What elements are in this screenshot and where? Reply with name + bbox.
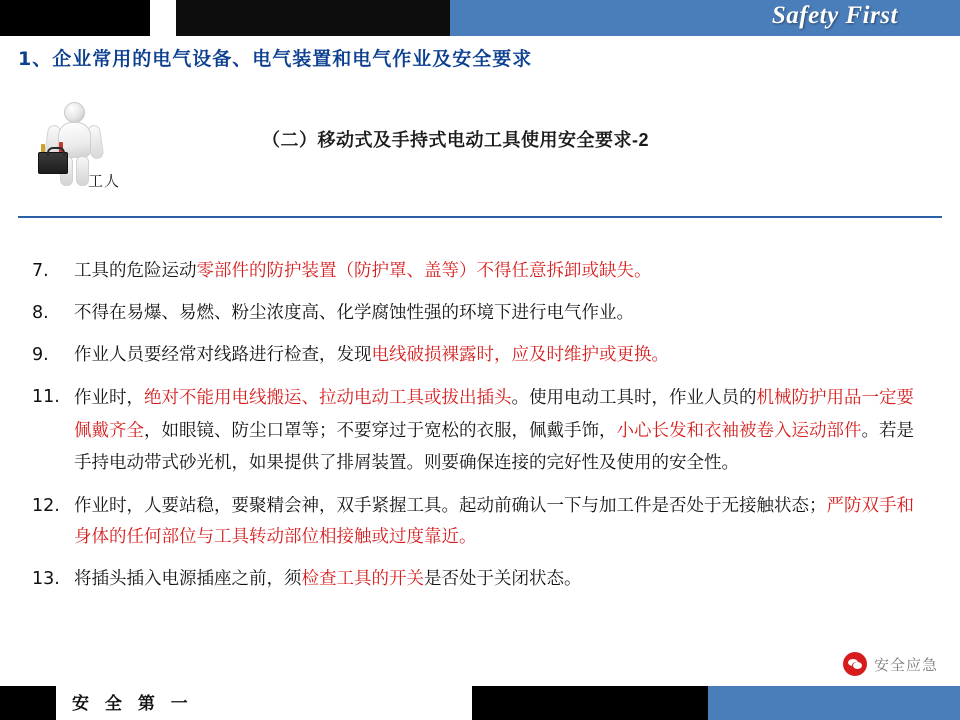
list-item (32, 298, 930, 328)
text-segment: 作业人员要经常对线路进行检查，发现 (74, 345, 372, 366)
list-item-text (74, 340, 930, 370)
list-item-number: 9. (32, 345, 49, 366)
text-segment: 不得在易爆、易燃、粉尘浓度高、化学腐蚀性强的环境下进行电气作业。 (74, 303, 634, 324)
text-segment: 检查工具的开关 (301, 568, 424, 589)
list-item-number: 13. (32, 568, 60, 589)
top-banner-black-block-left (0, 0, 150, 36)
list-item (32, 491, 930, 551)
text-segment: 。若是手持电动带式砂光机，如果提供了排屑装置。则要确保连接的完好性及使用的安全性。 (74, 420, 914, 474)
list-item-number: 11. (32, 387, 60, 408)
text-segment: 绝对不能用电线搬运、拉动电动工具或拔出插头 (144, 388, 512, 409)
list-item-text (74, 491, 930, 551)
toolbox-icon (38, 152, 68, 174)
text-segment: 作业时，人要站稳，要聚精会神，双手紧握工具。起动前确认一下与加工件是否处于无接触状态； (74, 496, 827, 517)
footer-left-label: 安 全 第 一 (72, 694, 193, 714)
wechat-official-account-icon (843, 652, 867, 676)
watermark-label: 安全应急 (873, 656, 938, 674)
list-item-number: 7. (32, 261, 49, 281)
text-segment: 作业时， (74, 388, 144, 409)
list-item-text (74, 256, 930, 286)
content-list (32, 256, 930, 606)
safety-first-title: Safety First (771, 2, 898, 29)
list-item (32, 256, 930, 286)
bottom-black-block-mid (472, 686, 708, 720)
list-item-text (74, 564, 930, 594)
list-item-text (74, 298, 930, 328)
text-segment: 电线破损裸露时，应及时维护或更换。 (371, 345, 669, 366)
list-item (32, 564, 930, 594)
text-segment: 工具的危险运动 (74, 261, 197, 281)
top-banner (0, 0, 960, 36)
top-banner-black-block-mid (176, 0, 450, 36)
subtitle: （二）移动式及手持式电动工具使用安全要求-2 (262, 130, 650, 150)
list-item-text (74, 382, 930, 479)
text-segment: 是否处于关闭状态。 (424, 568, 582, 589)
list-item (32, 340, 930, 370)
list-item (32, 382, 930, 479)
text-segment: 。使用电动工具时，作业人员的 (511, 388, 757, 409)
page-title: 1、企业常用的电气设备、电气装置和电气作业及安全要求 (18, 48, 533, 70)
worker-label: 工人 (88, 173, 121, 190)
divider (18, 216, 942, 218)
text-segment: 严防双手和身体的任何部位与工具转动部位相接触或过度靠近。 (74, 496, 914, 547)
text-segment: 小心长发和衣袖被卷入运动部件 (616, 420, 862, 441)
list-item-number: 12. (32, 496, 60, 517)
bottom-banner (0, 686, 960, 720)
watermark (843, 652, 938, 676)
list-item-number: 8. (32, 303, 49, 324)
bottom-blue-block (708, 686, 960, 720)
worker-head (64, 102, 85, 123)
bottom-black-block-left (0, 686, 56, 720)
text-segment: 零部件的防护装置（防护罩、盖等）不得任意拆卸或缺失。 (196, 261, 652, 281)
text-segment: 将插头插入电源插座之前，须 (74, 568, 302, 589)
text-segment: 机械防护用品一定要佩戴齐全 (74, 388, 914, 441)
text-segment: ，如眼镜、防尘口罩等；不要穿过于宽松的衣服，佩戴手饰， (144, 420, 617, 441)
